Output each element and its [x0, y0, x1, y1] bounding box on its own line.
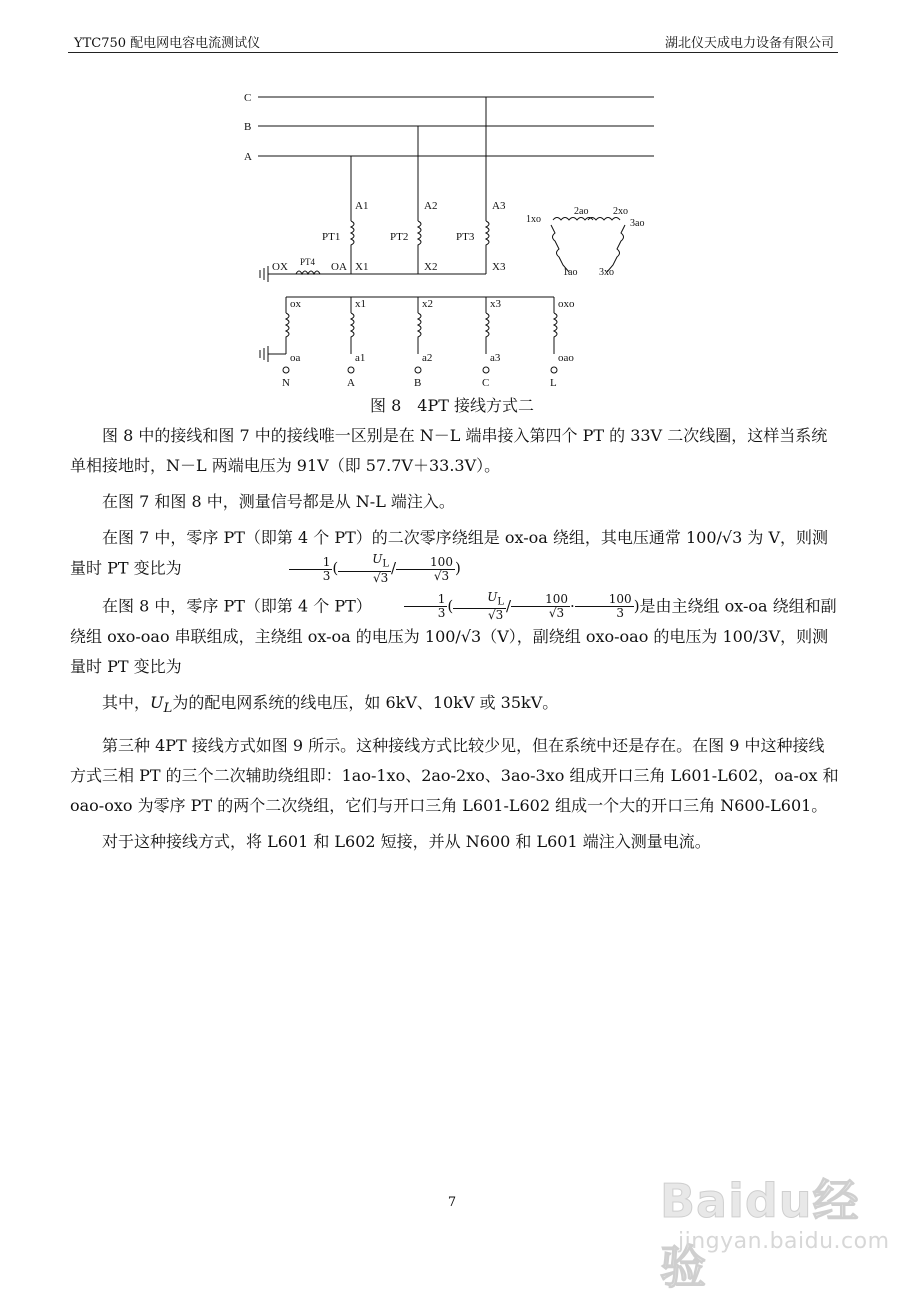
phase-label-a: A: [244, 151, 252, 163]
label-sec-oao: oao: [558, 352, 574, 364]
label-sec-a2: a2: [422, 352, 433, 364]
header-left-title: YTC750 配电网电容电流测试仪: [74, 36, 261, 51]
label-ox-primary: OX: [272, 261, 288, 273]
wiring-diagram: [0, 0, 904, 400]
label-sec-x2: x2: [422, 298, 433, 310]
label-x2: X2: [424, 261, 438, 273]
baidu-watermark: [660, 1165, 890, 1294]
label-sec-a3: a3: [490, 352, 501, 364]
label-sec-oxo: oxo: [558, 298, 575, 310]
label-sec-oa: oa: [290, 352, 301, 364]
label-a2: A2: [424, 200, 438, 212]
label-sec-a1: a1: [355, 352, 366, 364]
paragraph-text: 在图 7 中，零序 PT（即第 4 个 PT）的二次零序绕组是 ox-oa 绕组，其电压通常 100/√3 为 V，则测量时 PT 变比为: [70, 528, 828, 578]
terminal-c: C: [482, 377, 490, 389]
paragraph: 其中，$U_L$为的配电网系统的线电压，如 6kV、10kV 或 35kV。: [102, 693, 559, 717]
label-pt2: PT2: [390, 231, 409, 243]
label-oa-primary: OA: [331, 261, 347, 273]
label-pt3: PT3: [456, 231, 475, 243]
label-sec-ox: ox: [290, 298, 301, 310]
label-pt1: PT1: [322, 231, 341, 243]
line-voltage-symbol: $U_L$: [150, 693, 173, 717]
page-number: 7: [447, 1195, 457, 1210]
phase-label-c: C: [244, 92, 252, 104]
label-2ao: 2ao: [574, 206, 589, 217]
phase-label-b: B: [244, 121, 252, 133]
paragraph: 对于这种接线方式，将 L601 和 L602 短接，并从 N600 和 L601 端注入测量电流。: [102, 831, 711, 851]
paragraph: 图 8 中的接线和图 7 中的接线唯一区别是在 N－L 端串接入第四个 PT 的 33V 二次线圈，这样当系统单相接地时，N－L 两端电压为 91V（即 57.7V＋33.3V）。: [70, 426, 828, 475]
label-a1: A1: [355, 200, 369, 212]
label-pt4: PT4: [300, 257, 316, 267]
paragraph: 第三种 4PT 接线方式如图 9 所示。这种接线方式比较少见，但在系统中还是存在。在图 9 中这种接线方式三相 PT 的三个二次辅助绕组即：1ao-1xo、2ao-2xo、3ao-3xo 组成开口三角 L601-L602，oa-ox 和 oao-oxo 为零序 PT 的两个二次绕组，它们与开口三角 L601-L602 组成一个大的开口三角 N600-L601。: [70, 735, 839, 815]
label-3xo: 3xo: [599, 267, 614, 278]
document-body: [70, 421, 840, 863]
paragraph-text: 在图 8 中，零序 PT（即第 4 个 PT）: [102, 596, 372, 616]
label-x1: X1: [355, 261, 369, 273]
paragraph: 在图 7 和图 8 中，测量信号都是从 N-L 端注入。: [102, 492, 455, 511]
label-2xo: 2xo: [613, 206, 628, 217]
label-x3: X3: [492, 261, 506, 273]
label-a3: A3: [492, 200, 506, 212]
terminal-b: B: [414, 377, 422, 389]
watermark-brand: Baidu经验: [660, 1174, 860, 1294]
terminal-l: L: [550, 377, 557, 389]
watermark-url: jingyan.baidu.com: [678, 1229, 890, 1254]
paragraph: [70, 523, 840, 585]
label-1xo: 1xo: [526, 214, 541, 225]
paragraph: [70, 591, 840, 683]
figure-caption: 图 8 4PT 接线方式二: [370, 396, 534, 415]
ratio-formula-1: $\frac{1}{3}$ ( $\frac{U_L}{√3}$ / $\frac{100}{√3}$ ): [257, 553, 461, 585]
label-1ao: 1ao: [563, 267, 578, 278]
label-sec-x3: x3: [490, 298, 501, 310]
paragraph-text: 是由主绕组 ox-oa 绕组和副绕组 oxo-oao 串联组成，主绕组 ox-oa 的电压为 100/√3（V），副绕组 oxo-oao 的电压为 100/3V，则测量时 PT 变比为: [70, 596, 837, 677]
ratio-formula-2: $\frac{1}{3}$ ( $\frac{U_L}{√3}$ / $\frac{100}{√3}$ · $\frac{100}{3}$ ): [372, 591, 640, 623]
label-sec-x1: x1: [355, 298, 366, 310]
header-company: 湖北仪天成电力设备有限公司: [664, 36, 834, 51]
label-3ao: 3ao: [630, 218, 645, 229]
terminal-n: N: [282, 377, 290, 389]
terminal-a: A: [347, 377, 355, 389]
